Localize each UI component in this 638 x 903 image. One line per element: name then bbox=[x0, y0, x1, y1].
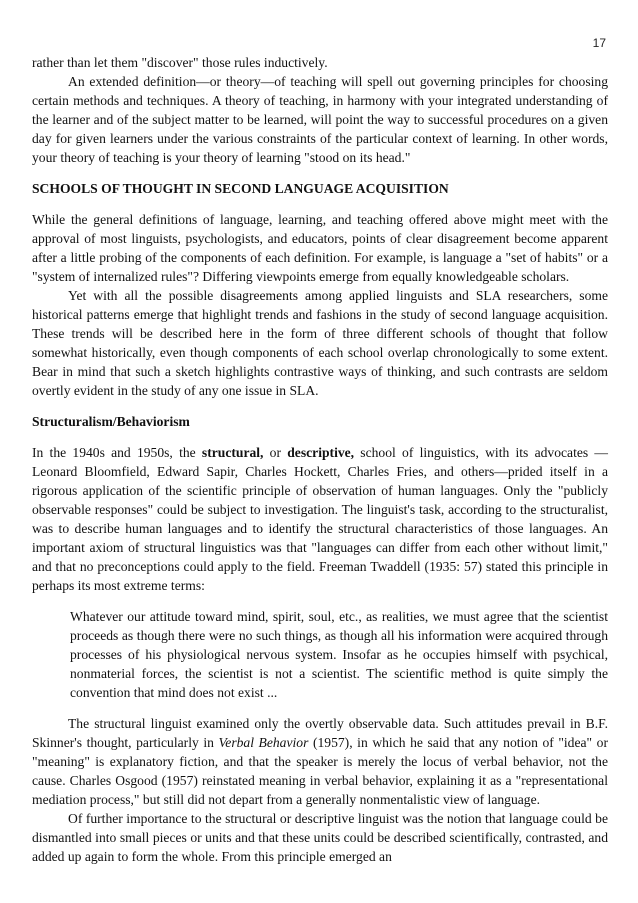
italic-title-verbal-behavior: Verbal Behavior bbox=[218, 735, 309, 750]
paragraph-structuralism bbox=[32, 443, 608, 595]
document-body bbox=[32, 53, 608, 866]
text-run: or bbox=[263, 445, 288, 460]
paragraph-continuation: rather than let them "discover" those rules inductively. bbox=[32, 55, 328, 70]
paragraph-historical-patterns: Yet with all the possible disagreements among applied linguists and SLA researchers, some historical patterns emerge that highlight trends and fashions in the study of second language acquisition. These trends will be described here in the form of three different schools of thought that follow somewhat historically, even though components of each school overlap chronologically to some extent. Bear in mind that such a sketch highlights contrastive ways of thinking, and such contrasts are seldom overtly evident in the study of any one issue in SLA. bbox=[32, 288, 608, 398]
paragraph-skinner bbox=[32, 714, 608, 809]
page-number: 17 bbox=[592, 36, 606, 50]
text-run: The structural linguist examined only the overtly observable data. Such attitudes prevail in B.F. Skinner's thought, particularly in bbox=[32, 716, 608, 750]
text-run: (1957), in which he said that any notion of "idea" or "meaning" is explanatory fiction, and that the speaker is merely the locus of verbal behavior, not the cause. Charles Osgood (1957) reinstated meaning in verbal behavior, explaining it as a "representational mediation process," but still did not depart from a generally nonmentalistic view of language. bbox=[32, 735, 608, 807]
text-run: In the 1940s and 1950s, the bbox=[32, 445, 202, 460]
quote-text: Whatever our attitude toward mind, spirit, soul, etc., as realities, we must agree that the scientist proceeds as though there were no such things, as though all his information were acquired through processes of his physiological nervous system. Insofar as he occupies himself with psychical, nonmaterial forces, the scientist is not a scientist. The scientific method is quite simply the convention that mind does not exist ... bbox=[70, 609, 608, 700]
paragraph-definitions: While the general definitions of language, learning, and teaching offered above might meet with the approval of most linguists, psychologists, and educators, points of clear disagreement become apparent after a little probing of the components of each definition. For example, is language a "set of habits" or a "system of internalized rules"? Differing viewpoints emerge from equally knowledgeable scholars. bbox=[32, 212, 608, 284]
bold-term-structural: structural, bbox=[201, 445, 264, 460]
paragraph-teaching-theory: An extended definition—or theory—of teaching will spell out governing principles for choosing certain methods and techniques. A theory of teaching, in harmony with your integrated understanding of the learner and of the subject matter to be learned, will point the way to successful procedures on a given day for given learners under the various constraints of the particular context of learning. In other words, your theory of teaching is your theory of learning "stood on its head." bbox=[32, 74, 608, 165]
subsection-heading: Structuralism/Behaviorism bbox=[32, 414, 190, 429]
section-heading: SCHOOLS OF THOUGHT IN SECOND LANGUAGE ACQUISITION bbox=[32, 181, 449, 196]
block-quote bbox=[32, 607, 608, 702]
text-run: school of linguistics, with its advocates —Leonard Bloomfield, Edward Sapir, Charles Hockett, Charles Fries, and others—prided itself in a rigorous application of the scientific principle of observation of human languages. Only the "publicly observable responses" could be subject to investigation. The linguist's task, according to the structuralist, was to describe human languages and to identify the structural characteristics of those languages. An important axiom of structural linguistics was that "languages can differ from each other without limit," and that no preconceptions could apply to the field. Freeman Twaddell (1935: 57) stated this principle in perhaps its most extreme terms: bbox=[32, 445, 608, 593]
bold-term-descriptive: descriptive, bbox=[287, 445, 355, 460]
paragraph-units: Of further importance to the structural or descriptive linguist was the notion that language could be dismantled into small pieces or units and that these units could be described scientifically, contrasted, and added up again to form the whole. From this principle emerged an bbox=[32, 811, 608, 864]
